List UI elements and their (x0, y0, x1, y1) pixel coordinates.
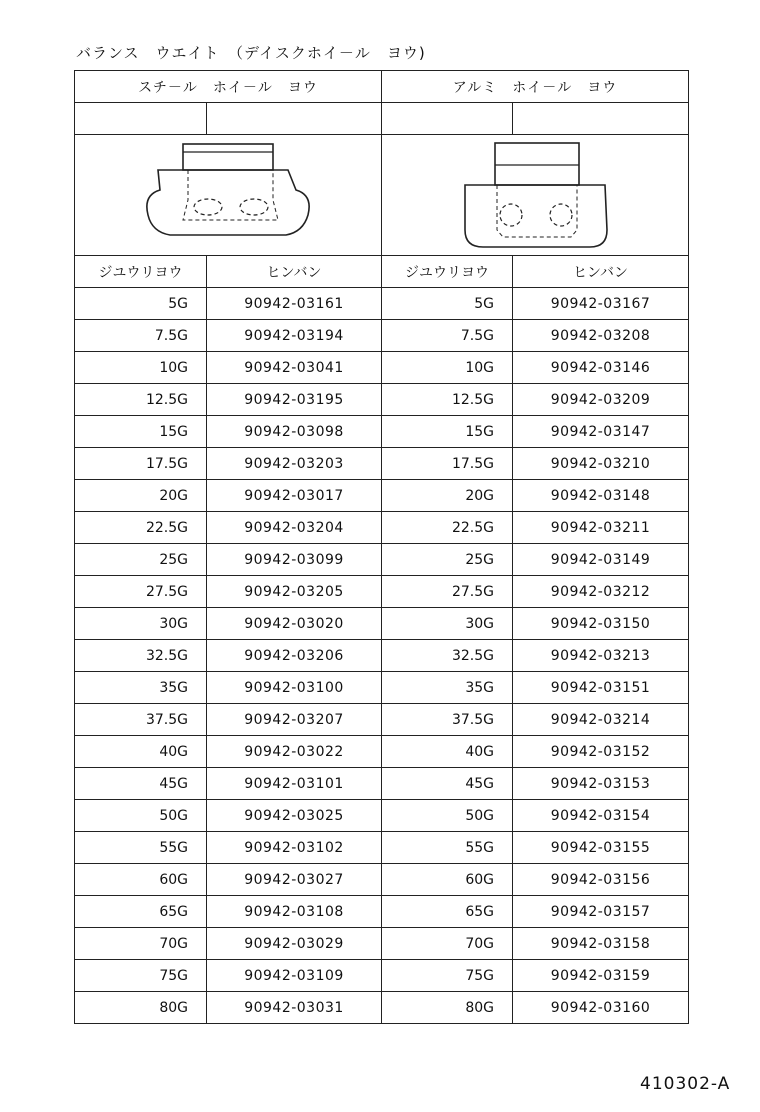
alum-part-number-cell: 90942-03154 (513, 800, 689, 832)
steel-weight-cell: 70G (75, 928, 207, 960)
steel-weight-cell: 5G (75, 288, 207, 320)
alum-part-number-cell: 90942-03157 (513, 896, 689, 928)
table-row (75, 352, 689, 384)
alum-weight-cell: 70G (382, 928, 513, 960)
alum-part-number-cell: 90942-03214 (513, 704, 689, 736)
steel-weight-cell: 50G (75, 800, 207, 832)
steel-weight-cell: 20G (75, 480, 207, 512)
alum-weight-cell: 65G (382, 896, 513, 928)
alum-weight-cell: 45G (382, 768, 513, 800)
table-row (75, 640, 689, 672)
steel-part-number-cell: 90942-03098 (207, 416, 382, 448)
alum-part-number-cell: 90942-03151 (513, 672, 689, 704)
steel-weight-cell: 12.5G (75, 384, 207, 416)
steel-part-number-cell: 90942-03204 (207, 512, 382, 544)
alum-weight-cell: 27.5G (382, 576, 513, 608)
steel-weight-cell: 7.5G (75, 320, 207, 352)
alum-weight-cell: 75G (382, 960, 513, 992)
steel-part-number-cell: 90942-03102 (207, 832, 382, 864)
table-row (75, 800, 689, 832)
steel-part-number-cell: 90942-03031 (207, 992, 382, 1024)
alum-part-number-cell: 90942-03159 (513, 960, 689, 992)
alum-part-col-header: ヒンバン (513, 256, 689, 288)
alum-part-number-cell: 90942-03156 (513, 864, 689, 896)
steel-part-number-cell: 90942-03022 (207, 736, 382, 768)
alum-weight-cell: 55G (382, 832, 513, 864)
table-row (75, 864, 689, 896)
steel-weight-cell: 17.5G (75, 448, 207, 480)
steel-weight-cell: 10G (75, 352, 207, 384)
alum-weight-cell: 7.5G (382, 320, 513, 352)
table-row (75, 832, 689, 864)
table-row (75, 416, 689, 448)
figure-code: 410302-A (640, 1074, 731, 1094)
alum-weight-cell: 80G (382, 992, 513, 1024)
alum-part-number-cell: 90942-03152 (513, 736, 689, 768)
alum-weight-cell: 5G (382, 288, 513, 320)
steel-weight-cell: 80G (75, 992, 207, 1024)
alum-part-number-cell: 90942-03209 (513, 384, 689, 416)
alum-weight-drawing (382, 135, 689, 256)
table-row (75, 960, 689, 992)
steel-part-number-cell: 90942-03207 (207, 704, 382, 736)
steel-part-number-cell: 90942-03101 (207, 768, 382, 800)
table-row (75, 736, 689, 768)
alum-weight-cell: 37.5G (382, 704, 513, 736)
alum-part-number-cell: 90942-03158 (513, 928, 689, 960)
steel-weight-cell: 45G (75, 768, 207, 800)
alum-weight-cell: 12.5G (382, 384, 513, 416)
steel-weight-cell: 25G (75, 544, 207, 576)
table-row (75, 672, 689, 704)
alum-part-number-cell: 90942-03148 (513, 480, 689, 512)
alum-part-number-cell: 90942-03153 (513, 768, 689, 800)
steel-weight-cell: 37.5G (75, 704, 207, 736)
alum-weight-cell: 25G (382, 544, 513, 576)
steel-part-number-cell: 90942-03017 (207, 480, 382, 512)
steel-weight-cell: 15G (75, 416, 207, 448)
alum-part-number-cell: 90942-03147 (513, 416, 689, 448)
alum-weight-cell: 50G (382, 800, 513, 832)
alum-weight-col-header: ジユウリヨウ (382, 256, 513, 288)
alum-weight-cell: 15G (382, 416, 513, 448)
steel-weight-cell: 27.5G (75, 576, 207, 608)
steel-part-number-cell: 90942-03020 (207, 608, 382, 640)
steel-part-number-cell: 90942-03161 (207, 288, 382, 320)
blank-cell (513, 103, 689, 135)
alum-part-number-cell: 90942-03212 (513, 576, 689, 608)
steel-part-number-cell: 90942-03100 (207, 672, 382, 704)
alum-weight-cell: 17.5G (382, 448, 513, 480)
table-row (75, 992, 689, 1024)
table-row (75, 896, 689, 928)
steel-weight-cell: 65G (75, 896, 207, 928)
alum-weight-cell: 30G (382, 608, 513, 640)
alum-weight-cell: 20G (382, 480, 513, 512)
steel-part-number-cell: 90942-03195 (207, 384, 382, 416)
steel-part-number-cell: 90942-03206 (207, 640, 382, 672)
alum-part-number-cell: 90942-03150 (513, 608, 689, 640)
steel-weight-col-header: ジユウリヨウ (75, 256, 207, 288)
steel-part-number-cell: 90942-03109 (207, 960, 382, 992)
table-row (75, 512, 689, 544)
alum-part-number-cell: 90942-03210 (513, 448, 689, 480)
table-row (75, 288, 689, 320)
alum-part-number-cell: 90942-03149 (513, 544, 689, 576)
steel-weight-cell: 22.5G (75, 512, 207, 544)
steel-part-number-cell: 90942-03025 (207, 800, 382, 832)
steel-weight-cell: 55G (75, 832, 207, 864)
steel-part-number-cell: 90942-03194 (207, 320, 382, 352)
alum-weight-cell: 22.5G (382, 512, 513, 544)
steel-weight-cell: 32.5G (75, 640, 207, 672)
table-row (75, 608, 689, 640)
balance-weight-table (74, 70, 689, 1024)
blank-cell (382, 103, 513, 135)
steel-part-number-cell: 90942-03099 (207, 544, 382, 576)
alum-weight-icon (445, 135, 625, 255)
alum-weight-cell: 10G (382, 352, 513, 384)
steel-weight-cell: 30G (75, 608, 207, 640)
table-row (75, 448, 689, 480)
alum-part-number-cell: 90942-03213 (513, 640, 689, 672)
table-row (75, 480, 689, 512)
steel-part-number-cell: 90942-03203 (207, 448, 382, 480)
table-row (75, 576, 689, 608)
alum-weight-cell: 40G (382, 736, 513, 768)
steel-weight-cell: 40G (75, 736, 207, 768)
alum-part-number-cell: 90942-03167 (513, 288, 689, 320)
alum-part-number-cell: 90942-03208 (513, 320, 689, 352)
table-row (75, 928, 689, 960)
steel-part-number-cell: 90942-03027 (207, 864, 382, 896)
steel-weight-cell: 60G (75, 864, 207, 896)
steel-wheel-header: スチ－ル ホイ－ル ヨウ (75, 71, 382, 103)
page-title: バランス ウエイト （デイスクホイ－ル ヨウ) (76, 44, 426, 62)
alum-weight-cell: 32.5G (382, 640, 513, 672)
steel-part-number-cell: 90942-03108 (207, 896, 382, 928)
steel-part-number-cell: 90942-03029 (207, 928, 382, 960)
steel-part-number-cell: 90942-03205 (207, 576, 382, 608)
table-row (75, 704, 689, 736)
alum-part-number-cell: 90942-03211 (513, 512, 689, 544)
blank-cell (75, 103, 207, 135)
steel-weight-drawing (75, 135, 382, 256)
alum-weight-cell: 35G (382, 672, 513, 704)
steel-part-col-header: ヒンバン (207, 256, 382, 288)
alum-part-number-cell: 90942-03155 (513, 832, 689, 864)
alum-wheel-header: アルミ ホイ－ル ヨウ (382, 71, 689, 103)
steel-weight-cell: 75G (75, 960, 207, 992)
blank-cell (207, 103, 382, 135)
steel-weight-icon (138, 140, 318, 250)
table-row (75, 544, 689, 576)
alum-part-number-cell: 90942-03146 (513, 352, 689, 384)
table-row (75, 768, 689, 800)
steel-weight-cell: 35G (75, 672, 207, 704)
alum-part-number-cell: 90942-03160 (513, 992, 689, 1024)
steel-part-number-cell: 90942-03041 (207, 352, 382, 384)
table-row (75, 384, 689, 416)
alum-weight-cell: 60G (382, 864, 513, 896)
table-row (75, 320, 689, 352)
